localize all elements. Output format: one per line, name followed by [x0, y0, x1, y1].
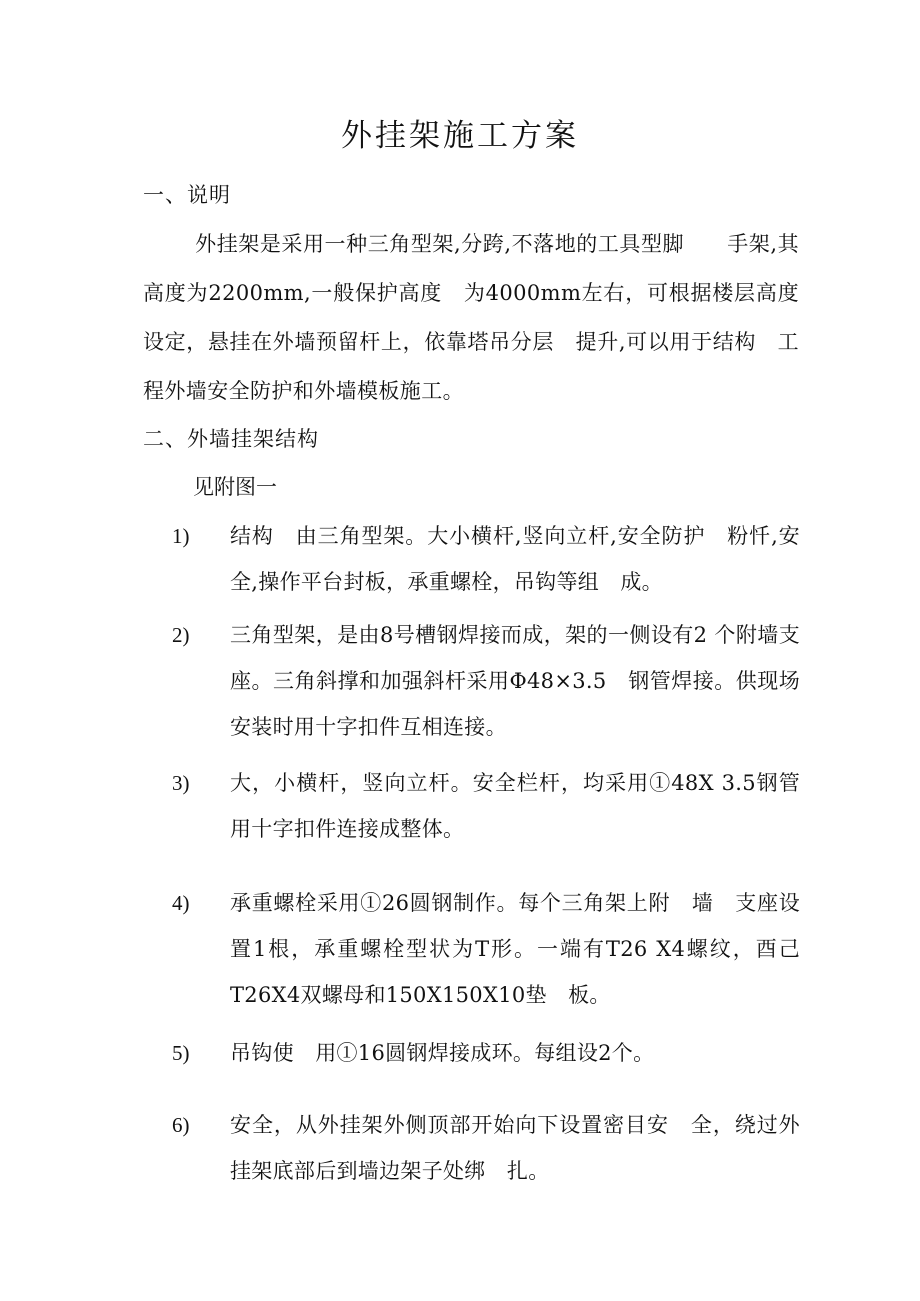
list-item-number: 6): [172, 1113, 190, 1137]
list-item-number: 4): [172, 891, 190, 915]
description-text: 外挂架是采用一种三角型架,分跨,不落地的工具型脚 手架,其高度为2200mm,一般保护高度 为4000mm左右，可根据楼层高度 设定，悬挂在外墙预留杆上，依靠塔吊分层 提升,可以用于结构 工程外墙安全防护和外墙模板施工。: [143, 232, 821, 403]
document-title: 外挂架施工方案: [341, 118, 579, 154]
list-item-text: 大，小横杆，竖向立杆。安全栏杆，均采用①48X 3.5钢管用十字扣件连接成整体。: [230, 771, 800, 841]
section-heading-description: 一、说明: [143, 183, 231, 207]
list-item-text: 三角型架，是由8号槽钢焊接而成，架的一侧设有2 个附墙支座。三角斜撑和加强斜杆采用Φ48×3.5 钢管焊接。供现场安装时用十字扣件互相连接。: [230, 623, 800, 739]
list-item-text: 结构 由三角型架。大小横杆,竖向立杆,安全防护 粉忏,安全,操作平台封板，承重螺栓，吊钩等组 成。: [230, 524, 800, 594]
list-item-number: 5): [172, 1041, 190, 1065]
see-figure-note: 见附图一: [193, 475, 277, 499]
list-item-text: 承重螺栓采用①26圆钢制作。每个三角架上附 墙 支座设置1根，承重螺栓型状为T形。一端有T26 X4螺纹，酉己T26X4双螺母和150X150X10垫 板。: [230, 891, 800, 1007]
list-item-number: 1): [172, 524, 190, 548]
list-item-number: 3): [172, 771, 190, 795]
list-item-text: 吊钩使 用①16圆钢焊接成环。每组设2个。: [230, 1041, 655, 1065]
list-item-number: 2): [172, 623, 190, 647]
section-heading-structure: 二、外墙挂架结构: [143, 427, 319, 451]
list-item-text: 安全，从外挂架外侧顶部开始向下设置密目安 全，绕过外挂架底部后到墙边架子处绑 扎。: [230, 1113, 800, 1183]
description-paragraph: [143, 220, 821, 416]
